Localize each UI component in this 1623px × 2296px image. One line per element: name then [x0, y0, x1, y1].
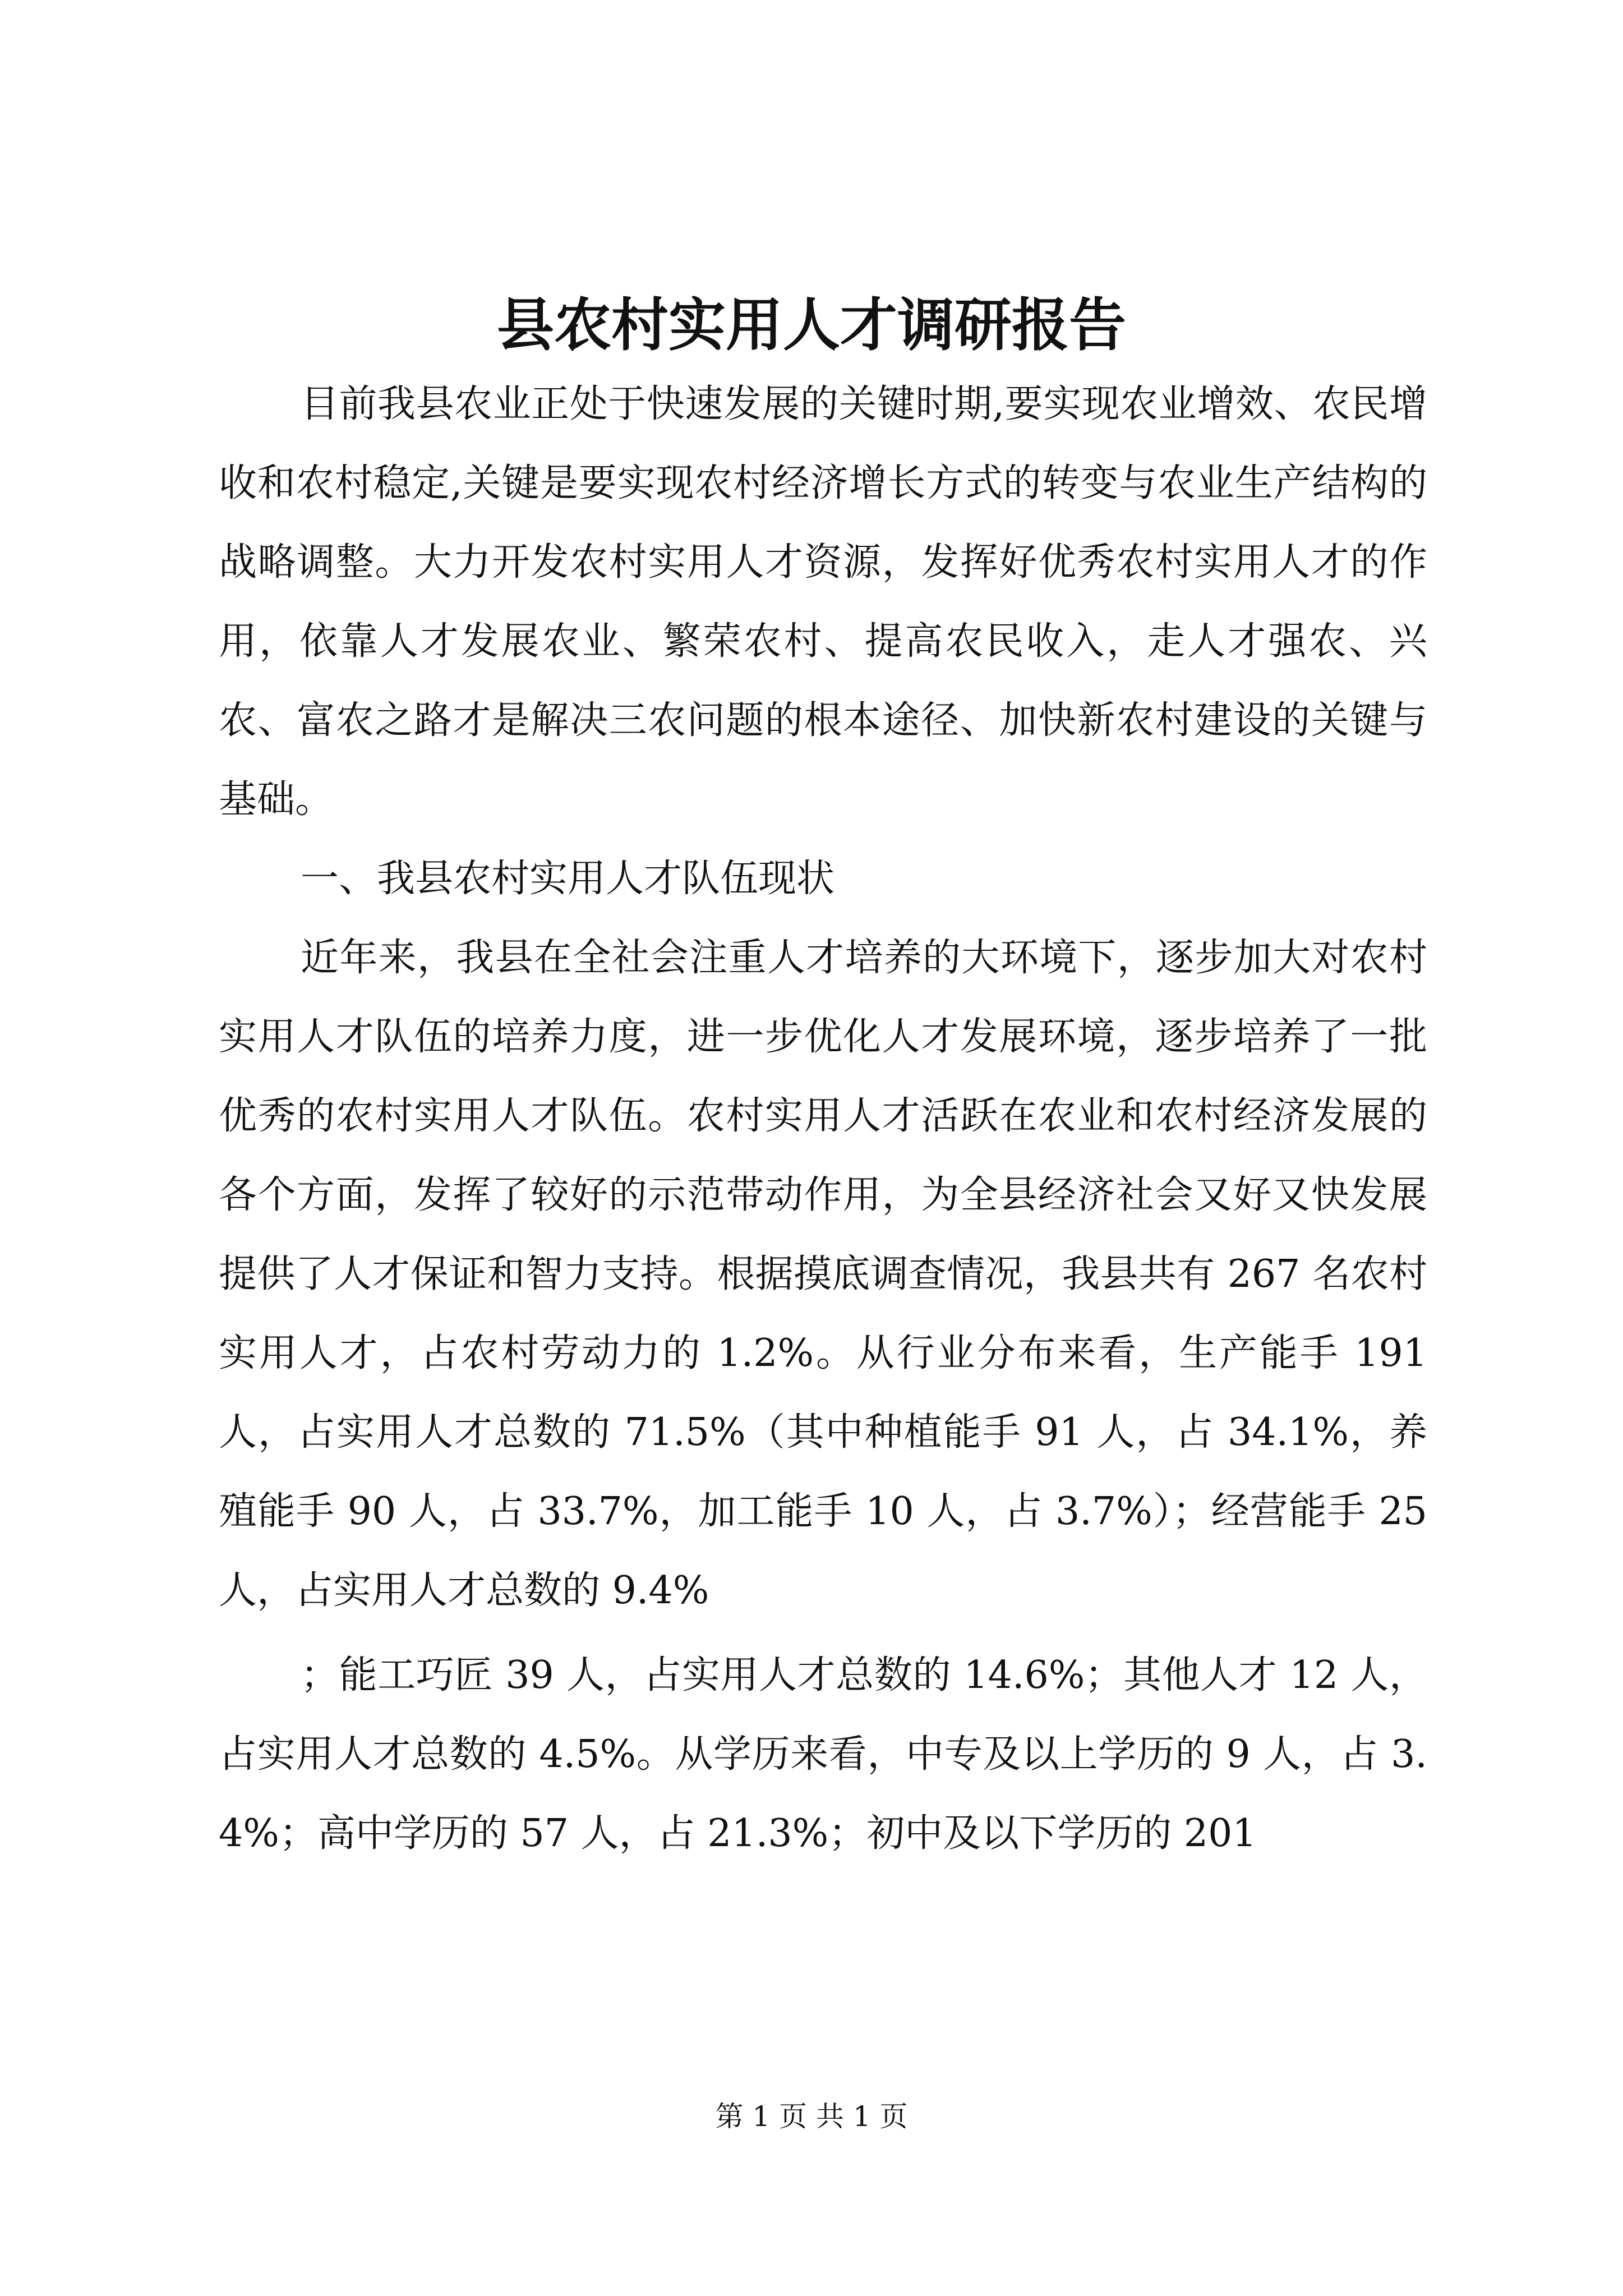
statistics-paragraph: ；能工巧匠 39 人，占实用人才总数的 14.6%；其他人才 12 人，占实用人才总数的 4.5%。从学历来看，中专及以上学历的 9 人，占 3.4%；高中学历的 57 人，占 21.3%；初中及以下学历的 201: [219, 1653, 1427, 1856]
document-title: 县农村实用人才调研报告: [497, 292, 1126, 359]
status-paragraph: 近年来，我县在全社会注重人才培养的大环境下，逐步加大对农村实用人才队伍的培养力度，进一步优化人才发展环境，逐步培养了一批优秀的农村实用人才队伍。农村实用人才活跃在农业和农村经济发展的各个方面，发挥了较好的示范带动作用，为全县经济社会又好又快发展提供了人才保证和智力支持。根据摸底调查情况，我县共有 267 名农村实用人才，占农村劳动力的 1.2%。从行业分布来看，生产能手 191 人，占实用人才总数的 71.5%（其中种植能手 91 人，占 34.1%，养殖能手 90 人，占 33.7%，加工能手 10 人，占 3.7%）；经营能手 25 人，占实用人才总数的 9.4%: [219, 936, 1427, 1613]
page-footer: 第 1 页 共 1 页: [715, 2100, 908, 2133]
intro-paragraph: 目前我县农业正处于快速发展的关键时期,要实现农业增效、农民增收和农村稳定,关键是要实现农村经济增长方式的转变与农业生产结构的战略调整。大力开发农村实用人才资源，发挥好优秀农村实用人才的作用，依靠人才发展农业、繁荣农村、提高农民收入，走人才强农、兴农、富农之路才是解决三农问题的根本途径、加快新农村建设的关键与基础。: [219, 382, 1427, 822]
document-body: [219, 365, 1427, 1873]
section-heading: 一、我县农村实用人才队伍现状: [301, 857, 835, 901]
